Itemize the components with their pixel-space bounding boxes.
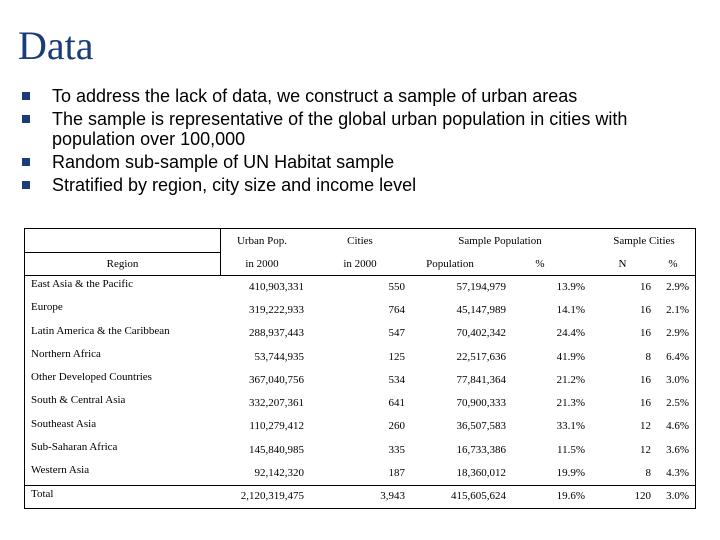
cell-sample-pct: 14.1% xyxy=(556,303,585,316)
header-urban-pop: Urban Pop. xyxy=(236,234,288,247)
cell-sample-population: 415,605,624 xyxy=(451,490,506,503)
cell-region: Europe xyxy=(31,301,63,314)
cell-sample-cities-pct: 4.6% xyxy=(666,420,689,433)
cell-urban-pop: 110,279,412 xyxy=(249,420,304,433)
cell-cities: 547 xyxy=(388,327,405,340)
cell-sample-cities-pct: 2.1% xyxy=(666,303,689,316)
bullet-text: To address the lack of data, we construct a sample of urban areas xyxy=(52,86,578,106)
cell-cities: 125 xyxy=(388,350,405,363)
bullet-item xyxy=(22,175,712,195)
cell-cities: 335 xyxy=(388,443,405,456)
square-bullet-icon xyxy=(22,158,30,166)
cell-sample-n: 120 xyxy=(634,490,651,503)
cell-sample-population: 36,507,583 xyxy=(456,420,506,433)
table-row xyxy=(25,345,695,368)
cell-urban-pop: 319,222,933 xyxy=(249,303,304,316)
cell-sample-cities-pct: 6.4% xyxy=(666,350,689,363)
cell-urban-pop: 288,937,443 xyxy=(249,327,304,340)
header-urban-pop-year: in 2000 xyxy=(245,257,279,270)
table-row xyxy=(25,461,695,484)
cell-sample-population: 45,147,989 xyxy=(456,303,506,316)
table-row xyxy=(25,322,695,345)
cell-sample-cities-pct: 3.0% xyxy=(666,373,689,386)
cell-sample-n: 16 xyxy=(640,327,651,340)
square-bullet-icon xyxy=(22,115,30,123)
cell-sample-n: 16 xyxy=(640,373,651,386)
cell-sample-population: 16,733,386 xyxy=(456,443,506,456)
cell-region: Total xyxy=(31,487,54,500)
cell-urban-pop: 145,840,985 xyxy=(249,443,304,456)
header-sample-population: Sample Population xyxy=(458,234,542,247)
bullet-text: The sample is representative of the global urban population in cities with population over 100,000 xyxy=(52,109,628,149)
table-header-row-top xyxy=(25,229,695,252)
bullet-list xyxy=(22,86,712,198)
cell-sample-n: 8 xyxy=(645,467,651,480)
slide-title: Data xyxy=(18,23,94,68)
cell-region: Sub-Saharan Africa xyxy=(31,441,118,454)
cell-cities: 3,943 xyxy=(380,490,405,503)
cell-cities: 764 xyxy=(388,303,405,316)
cell-sample-population: 70,402,342 xyxy=(456,327,506,340)
header-cities-year: in 2000 xyxy=(343,257,377,270)
bullet-item xyxy=(22,86,712,106)
cell-sample-population: 70,900,333 xyxy=(456,397,506,410)
header-cities: Cities xyxy=(347,234,373,247)
cell-sample-n: 16 xyxy=(640,303,651,316)
cell-sample-pct: 11.5% xyxy=(556,443,585,456)
cell-sample-pct: 13.9% xyxy=(556,280,585,293)
cell-cities: 534 xyxy=(388,373,405,386)
header-population-pct: % xyxy=(535,257,545,270)
table-row xyxy=(25,415,695,438)
table-row xyxy=(25,275,695,298)
cell-urban-pop: 410,903,331 xyxy=(249,280,304,293)
cell-sample-pct: 41.9% xyxy=(556,350,585,363)
cell-cities: 550 xyxy=(388,280,405,293)
table-body xyxy=(25,275,695,508)
cell-region: East Asia & the Pacific xyxy=(31,278,134,290)
cell-sample-pct: 33.1% xyxy=(556,420,585,433)
cell-region: Other Developed Countries xyxy=(31,371,152,384)
header-region: Region xyxy=(106,257,139,270)
cell-sample-pct: 19.9% xyxy=(556,467,585,480)
cell-sample-n: 8 xyxy=(645,350,651,363)
bullet-item xyxy=(22,152,712,172)
cell-urban-pop: 53,744,935 xyxy=(254,350,304,363)
cell-region: South & Central Asia xyxy=(31,394,126,407)
table-row xyxy=(25,438,695,461)
header-n: N xyxy=(618,257,627,270)
table-total-row xyxy=(25,485,695,508)
cell-sample-pct: 21.3% xyxy=(556,397,585,410)
header-population: Population xyxy=(426,257,474,270)
cell-region: Latin America & the Caribbean xyxy=(31,324,170,337)
cell-sample-cities-pct: 2.5% xyxy=(666,397,689,410)
cell-sample-n: 16 xyxy=(640,280,651,293)
cell-sample-cities-pct: 2.9% xyxy=(666,327,689,340)
header-cities-pct: % xyxy=(668,257,678,270)
cell-sample-cities-pct: 2.9% xyxy=(666,280,689,293)
cell-cities: 260 xyxy=(388,420,405,433)
cell-sample-population: 57,194,979 xyxy=(456,280,506,293)
cell-sample-population: 77,841,364 xyxy=(456,373,506,386)
cell-urban-pop: 367,040,756 xyxy=(249,373,304,386)
cell-cities: 187 xyxy=(388,467,405,480)
cell-sample-population: 22,517,636 xyxy=(456,350,506,363)
cell-sample-cities-pct: 3.0% xyxy=(666,490,689,503)
cell-sample-n: 16 xyxy=(640,397,651,410)
cell-urban-pop: 332,207,361 xyxy=(249,397,304,410)
cell-sample-n: 12 xyxy=(640,443,651,456)
table-row xyxy=(25,298,695,321)
bullet-item xyxy=(22,109,712,149)
header-sample-cities: Sample Cities xyxy=(613,234,675,247)
cell-urban-pop: 92,142,320 xyxy=(254,467,304,480)
cell-sample-n: 12 xyxy=(640,420,651,433)
square-bullet-icon xyxy=(22,181,30,189)
cell-region: Northern Africa xyxy=(31,347,101,360)
data-table xyxy=(24,228,696,509)
cell-sample-cities-pct: 4.3% xyxy=(666,467,689,480)
cell-sample-pct: 21.2% xyxy=(556,373,585,386)
cell-sample-cities-pct: 3.6% xyxy=(666,443,689,456)
table-header-row-bottom xyxy=(25,252,695,275)
cell-region: Western Asia xyxy=(31,464,90,477)
table-row xyxy=(25,391,695,414)
cell-region: Southeast Asia xyxy=(31,417,97,430)
cell-sample-pct: 19.6% xyxy=(556,490,585,503)
square-bullet-icon xyxy=(22,92,30,100)
cell-urban-pop: 2,120,319,475 xyxy=(240,490,304,503)
cell-sample-population: 18,360,012 xyxy=(456,467,506,480)
bullet-text: Random sub-sample of UN Habitat sample xyxy=(52,152,395,172)
bullet-text: Stratified by region, city size and income level xyxy=(52,175,417,195)
table-row xyxy=(25,368,695,391)
cell-sample-pct: 24.4% xyxy=(556,327,585,340)
cell-cities: 641 xyxy=(388,397,405,410)
